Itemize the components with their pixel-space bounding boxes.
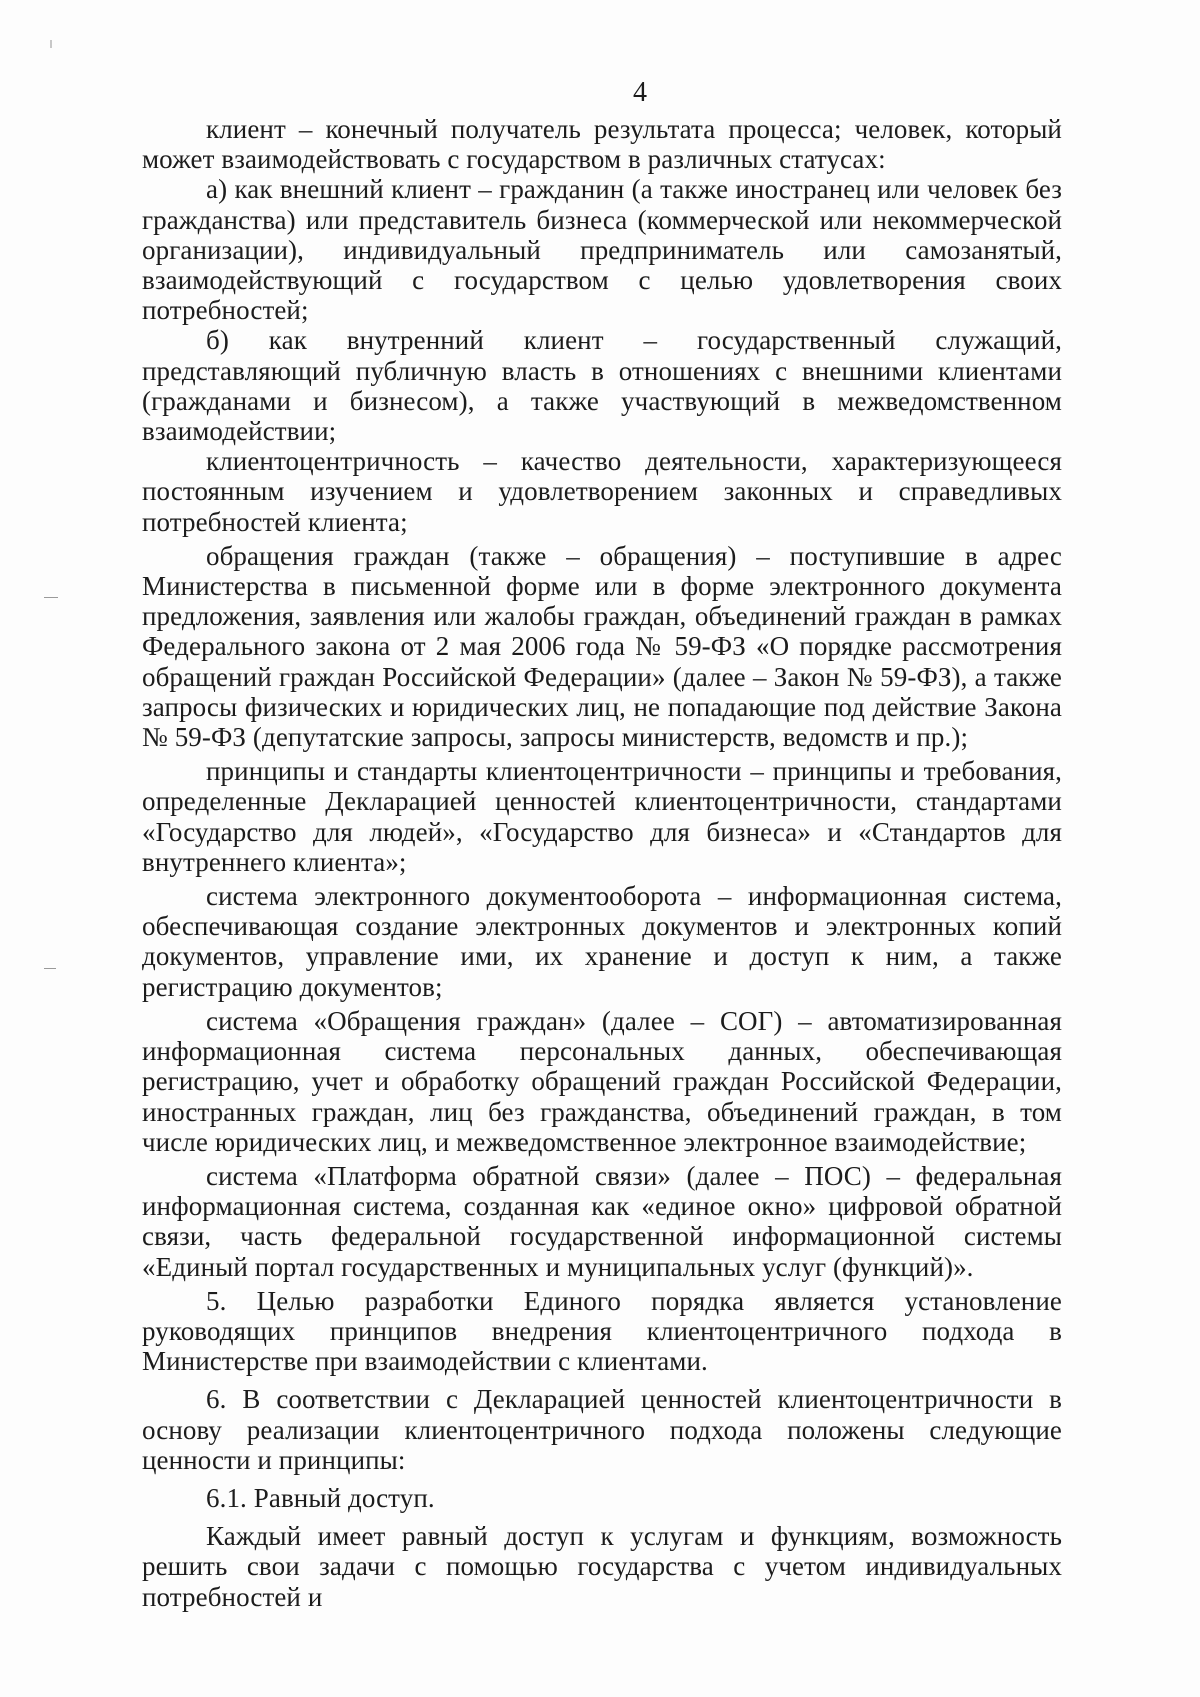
definition-client-centricity: клиентоцентричность – качество деятельности, характеризующееся постоянным изучением и удовлетворением законных и справедливых потребностей клиента;	[142, 446, 1062, 537]
definition-pos: система «Платформа обратной связи» (далее – ПОС) – федеральная информационная система, созданная как «единое окно» цифровой обратной связи, часть федеральной государственной информационной системы «Единый портал государственных и муниципальных услуг (функций)».	[142, 1160, 1062, 1282]
definition-external-client: а) как внешний клиент – гражданин (а также иностранец или человек без гражданства) или представитель бизнеса (коммерческой или некоммерческой организации), индивидуальный предприниматель или самозанятый, взаимодействующий с государством с целью удовлетворения своих потребностей;	[142, 174, 1062, 326]
definition-citizen-appeals: обращения граждан (также – обращения) – поступившие в адрес Министерства в письменной форме или в форме электронного документа предложения, заявления или жалобы граждан, объединений граждан в рамках Федерального закона от 2 мая 2006 года № 59-ФЗ «О порядке рассмотрения обращений граждан Российской Федерации» (далее – Закон № 59-ФЗ), а также запросы физических и юридических лиц, не попадающие под действие Закона № 59-ФЗ (депутатские запросы, запросы министерств, ведомств и пр.);	[142, 540, 1062, 753]
margin-punch-mark	[44, 968, 56, 969]
scan-artifact-mark	[50, 40, 52, 48]
clause-6-1-heading: 6.1. Равный доступ.	[206, 1482, 435, 1513]
page-number: 4	[633, 77, 647, 108]
definition-internal-client: б) как внутренний клиент – государственный служащий, представляющий публичную власть в отношениях с внешними клиентами (гражданами и бизнесом), а также участвующий в межведомственном взаимодействии;	[142, 325, 1062, 447]
definition-client: клиент – конечный получатель результата процесса; человек, который может взаимодействовать с государством в различных статусах:	[142, 114, 1062, 175]
document-body	[142, 114, 1062, 1612]
definition-sog: система «Обращения граждан» (далее – СОГ) – автоматизированная информационная система персональных данных, обеспечивающая регистрацию, учет и обработку обращений граждан Российской Федерации, иностранных граждан, лиц без гражданства, объединений граждан, в том числе юридических лиц, и межведомственное электронное взаимодействие;	[142, 1005, 1062, 1157]
definition-principles-standards: принципы и стандарты клиентоцентричности – принципы и требования, определенные Декларацией ценностей клиентоцентричности, стандартами «Государство для людей», «Государство для бизнеса» и «Стандартов для внутреннего клиента»;	[142, 756, 1062, 877]
clause-6-1-text: Каждый имеет равный доступ к услугам и функциям, возможность решить свои задачи с помощью государства с учетом индивидуальных потребностей и	[142, 1521, 1062, 1612]
clause-6: 6. В соответствии с Декларацией ценностей клиентоцентричности в основу реализации клиентоцентричного подхода положены следующие ценности и принципы:	[142, 1384, 1062, 1475]
margin-punch-mark	[44, 597, 58, 598]
clause-5: 5. Целью разработки Единого порядка является установление руководящих принципов внедрения клиентоцентричного подхода в Министерстве при взаимодействии с клиентами.	[142, 1285, 1062, 1377]
definition-edms: система электронного документооборота – информационная система, обеспечивающая создание электронных документов и электронных копий документов, управление ими, их хранение и доступ к ним, а также регистрацию документов;	[142, 881, 1062, 1002]
